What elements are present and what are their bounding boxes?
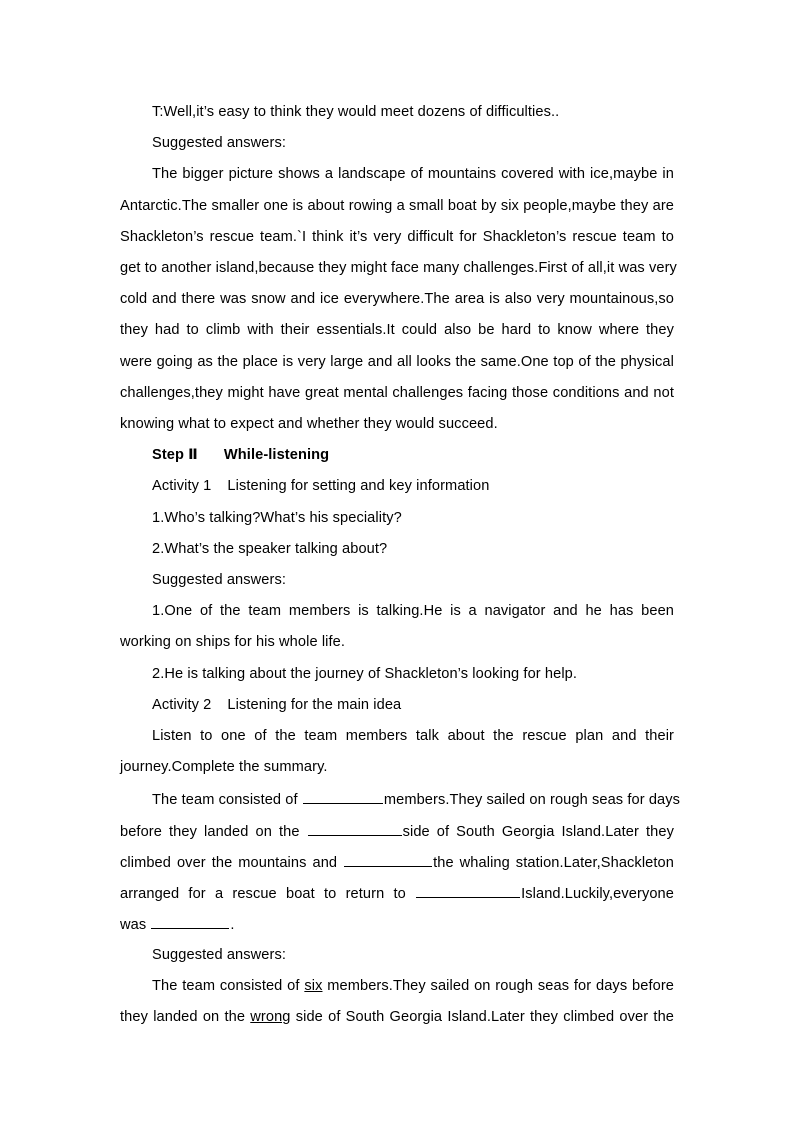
summary-text: . — [230, 917, 235, 933]
summary-line — [152, 788, 681, 810]
paragraph-line: Antarctic.The smaller one is about rowing a small boat by six people,maybe they are — [120, 198, 674, 214]
step-heading — [152, 445, 674, 465]
paragraph-line: they had to climb with their essentials.It could also be hard to know where they — [120, 322, 674, 338]
summary-text: side of South Georgia Island.Later they — [402, 824, 674, 840]
activity1-label: Activity 1 — [152, 478, 212, 494]
blank-3[interactable] — [344, 851, 432, 867]
paragraph-line: challenges,they might have great mental challenges facing those conditions and not — [120, 385, 674, 401]
summary-text: arranged for a rescue boat to return to — [120, 886, 416, 902]
step-title: While-listening — [223, 447, 330, 463]
answer-2: 2.He is talking about the journey of Shackleton’s looking for help. — [152, 666, 578, 682]
answer-text: side of South Georgia Island.Later they climbed over the — [290, 1009, 675, 1025]
answer-line — [120, 1007, 674, 1027]
answer-1-line: working on ships for his whole life. — [120, 634, 346, 650]
blank-4[interactable] — [416, 882, 520, 898]
blank-1[interactable] — [303, 788, 383, 804]
answer-filled: wrong — [250, 1009, 291, 1025]
answer-text: members.They sailed on rough seas for days before — [322, 978, 674, 994]
paragraph-line: get to another island,because they might face many challenges.First of all,it was very — [120, 260, 677, 276]
activity1-title: Listening for setting and key information — [227, 478, 490, 494]
summary-line — [120, 913, 674, 935]
summary-line — [120, 882, 674, 904]
paragraph-line: cold and there was snow and ice everywhere.The area is also very mountainous,so — [120, 291, 674, 307]
suggested-answers-label: Suggested answers: — [152, 135, 287, 151]
suggested-answers-label: Suggested answers: — [152, 947, 287, 963]
paragraph-line: The bigger picture shows a landscape of mountains covered with ice,maybe in — [152, 166, 674, 182]
answer-text: The team consisted of — [152, 978, 305, 994]
summary-text: The team consisted of — [152, 792, 302, 808]
answer-filled: six — [304, 978, 323, 994]
summary-line — [120, 820, 674, 842]
instruction-line: Listen to one of the team members talk about the rescue plan and their — [152, 728, 674, 744]
question-2: 2.What’s the speaker talking about? — [152, 541, 388, 557]
blank-2[interactable] — [308, 820, 402, 836]
summary-text: was — [120, 917, 151, 933]
paragraph-line: knowing what to expect and whether they would succeed. — [120, 416, 498, 432]
answer-text: they landed on the — [120, 1009, 251, 1025]
instruction-line: journey.Complete the summary. — [120, 759, 328, 775]
activity1-heading — [152, 476, 674, 496]
paragraph-line: were going as the place is very large and all looks the same.One top of the physical — [120, 354, 674, 370]
step-label: Step Ⅱ — [152, 447, 198, 463]
summary-text: before they landed on the — [120, 824, 307, 840]
summary-text: members.They sailed on rough seas for days — [383, 792, 681, 808]
suggested-answers-label: Suggested answers: — [152, 572, 287, 588]
summary-line — [120, 851, 674, 873]
answer-line — [152, 976, 674, 996]
blank-5[interactable] — [151, 913, 229, 929]
summary-text: the whaling station.Later,Shackleton — [433, 855, 674, 871]
paragraph-line: Shackleton’s rescue team.`I think it’s very difficult for Shackleton’s rescue team to — [120, 229, 674, 245]
activity2-title: Listening for the main idea — [227, 697, 402, 713]
summary-text: climbed over the mountains and — [120, 855, 344, 871]
teacher-line: T:Well,it’s easy to think they would meet dozens of difficulties.. — [152, 104, 560, 120]
activity2-heading — [152, 695, 674, 715]
question-1: 1.Who’s talking?What’s his speciality? — [152, 510, 402, 526]
activity2-label: Activity 2 — [152, 697, 212, 713]
summary-text: Island.Luckily,everyone — [521, 886, 674, 902]
answer-1-line: 1.One of the team members is talking.He is a navigator and he has been — [152, 603, 674, 619]
